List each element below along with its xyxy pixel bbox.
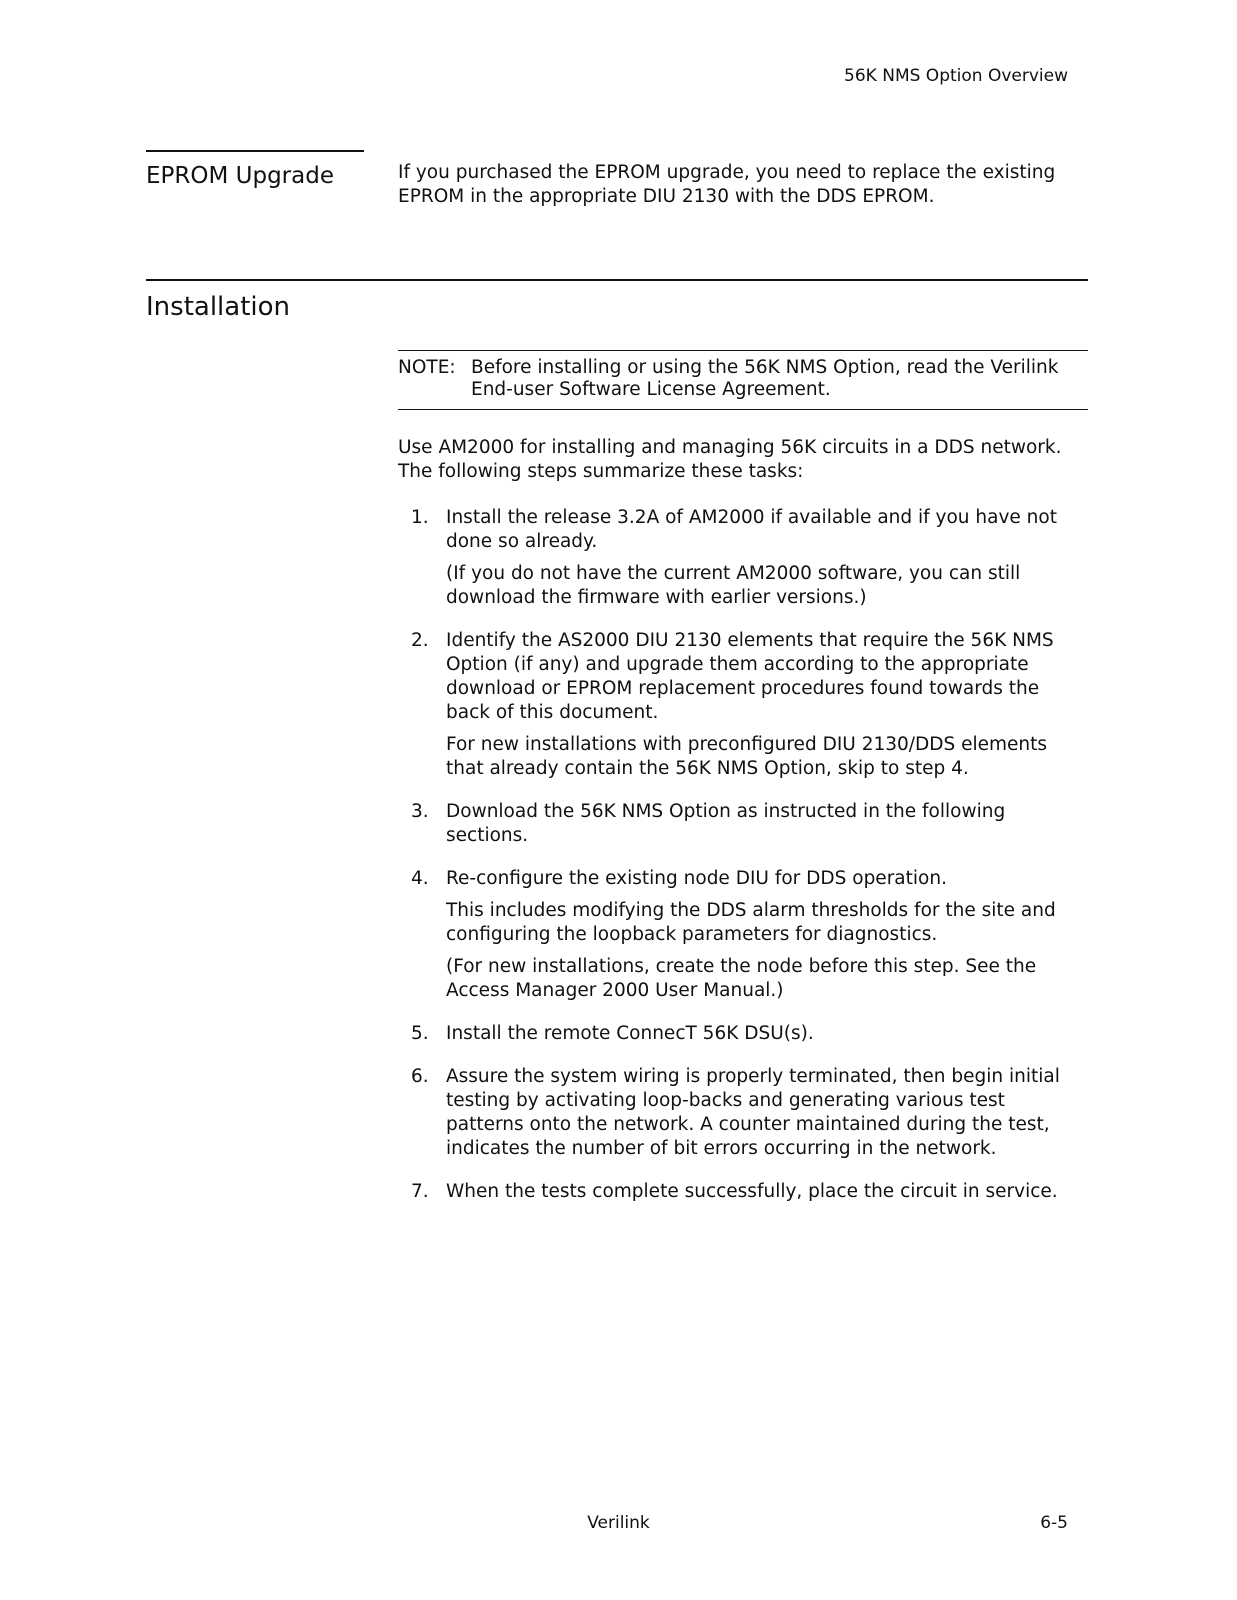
step-paragraph: Re-configure the existing node DIU for DDS operation. [446,868,947,889]
step-paragraph: (If you do not have the current AM2000 software, you can still download the firmware with earlier versions.) [446,563,1021,608]
step-item [398,867,1088,1003]
installation-rule [146,279,1088,281]
eprom-upgrade-text: If you purchased the EPROM upgrade, you need to replace the existing EPROM in the appropriate DIU 2130 with the DDS EPROM. [398,162,1056,207]
step-item [398,1022,1088,1046]
step-item [398,1180,1088,1204]
step-number: 7. [411,1181,429,1202]
step-number: 6. [411,1066,429,1087]
page-number: 6-5 [1040,1513,1068,1533]
step-number: 4. [411,868,429,889]
footer-company: Verilink [587,1513,650,1533]
step-paragraph: Install the release 3.2A of AM2000 if available and if you have not done so already. [446,507,1057,552]
step-body [446,1180,1088,1204]
eprom-upgrade-heading: EPROM Upgrade [146,163,334,189]
note-top-rule [398,350,1088,351]
step-item [398,629,1088,781]
step-item [398,800,1088,848]
step-item [398,506,1088,610]
step-paragraph: For new installations with preconfigured DIU 2130/DDS elements that already contain the 56K NMS Option, skip to step 4. [446,734,1048,779]
note-box [398,357,1088,401]
running-header: 56K NMS Option Overview [844,66,1068,86]
installation-intro: Use AM2000 for installing and managing 56K circuits in a DDS network. The following steps summarize these tasks: [398,437,1062,482]
step-paragraph: This includes modifying the DDS alarm thresholds for the site and configuring the loopback parameters for diagnostics. [446,900,1056,945]
step-body [446,800,1088,848]
step-number: 3. [411,801,429,822]
step-paragraph: (For new installations, create the node before this step. See the Access Manager 2000 User Manual.) [446,956,1037,1001]
note-label: NOTE: [398,357,456,378]
step-number: 2. [411,630,429,651]
step-paragraph: Install the remote ConnecT 56K DSU(s). [446,1023,814,1044]
step-paragraph: Assure the system wiring is properly terminated, then begin initial testing by activating loop-backs and generating various test patterns onto the network. A counter maintained during the test, indicates the number of bit errors occurring in the network. [446,1066,1060,1159]
step-number: 1. [411,507,429,528]
step-body [446,867,1088,1003]
step-body [446,1065,1088,1161]
installation-steps-list [398,506,1088,1223]
eprom-heading-rule [146,150,364,152]
step-paragraph: Identify the AS2000 DIU 2130 elements that require the 56K NMS Option (if any) and upgrade them according to the appropriate download or EPROM replacement procedures found towards the back of this document. [446,630,1054,723]
installation-heading: Installation [146,292,291,322]
step-item [398,1065,1088,1161]
step-body [446,506,1088,610]
note-text: Before installing or using the 56K NMS Option, read the Verilink End-user Software License Agreement. [471,357,1059,400]
step-body [446,629,1088,781]
note-bottom-rule [398,409,1088,410]
step-number: 5. [411,1023,429,1044]
step-body [446,1022,1088,1046]
step-paragraph: Download the 56K NMS Option as instructed in the following sections. [446,801,1006,846]
step-paragraph: When the tests complete successfully, place the circuit in service. [446,1181,1058,1202]
